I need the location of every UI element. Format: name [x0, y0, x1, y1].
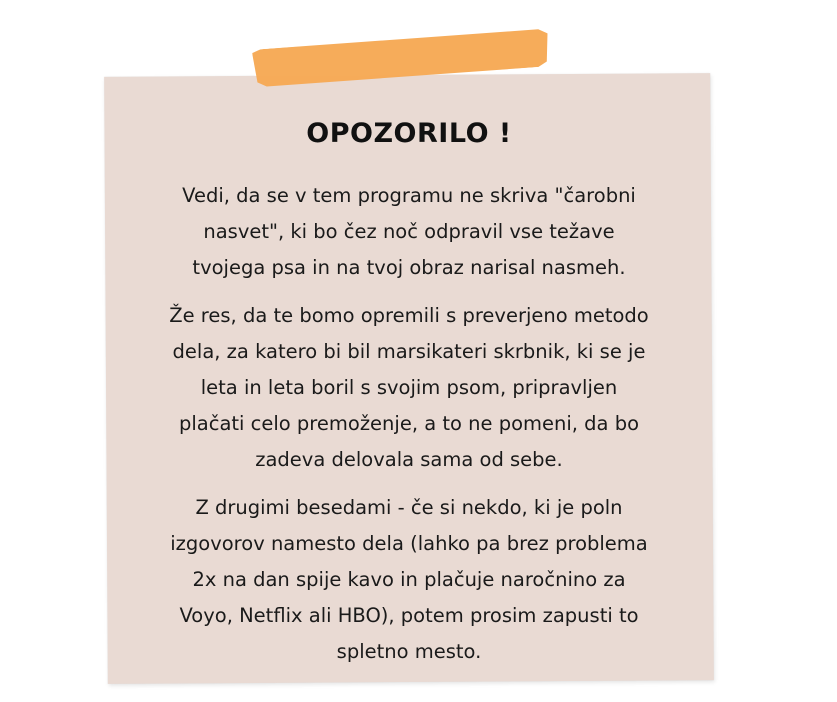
paragraph-2: [130, 298, 688, 478]
text-line: leta in leta boril s svojim psom, pripravljen: [200, 376, 618, 399]
text-line: Že res, da te bomo opremili s preverjeno metodo: [169, 304, 649, 327]
text-line: izgovorov namesto dela (lahko pa brez problema: [170, 532, 648, 555]
text-line: dela, za katero bi bil marsikateri skrbnik, ki se je: [172, 340, 646, 363]
text-line: Z drugimi besedami - če si nekdo, ki je poln: [195, 496, 623, 519]
text-line: plačati celo premoženje, a to ne pomeni, da bo: [178, 412, 640, 435]
paragraph-1: [130, 178, 688, 286]
paragraph-3: [130, 490, 688, 670]
text-line: nasvet", ki bo čez noč odpravil vse težave: [203, 220, 615, 243]
text-line: 2x na dan spije kavo in plačuje naročnino za: [192, 568, 626, 591]
text-line: spletno mesto.: [336, 640, 482, 663]
text-line: tvojega psa in na tvoj obraz narisal nasmeh.: [192, 256, 626, 279]
note-title: OPOZORILO !: [306, 118, 512, 149]
note-body: [130, 178, 688, 682]
text-line: zadeva delovala sama od sebe.: [255, 448, 563, 471]
text-line: Vedi, da se v tem programu ne skriva "čarobni: [182, 184, 636, 207]
text-line: Voyo, Netflix ali HBO), potem prosim zapusti to: [179, 604, 639, 627]
